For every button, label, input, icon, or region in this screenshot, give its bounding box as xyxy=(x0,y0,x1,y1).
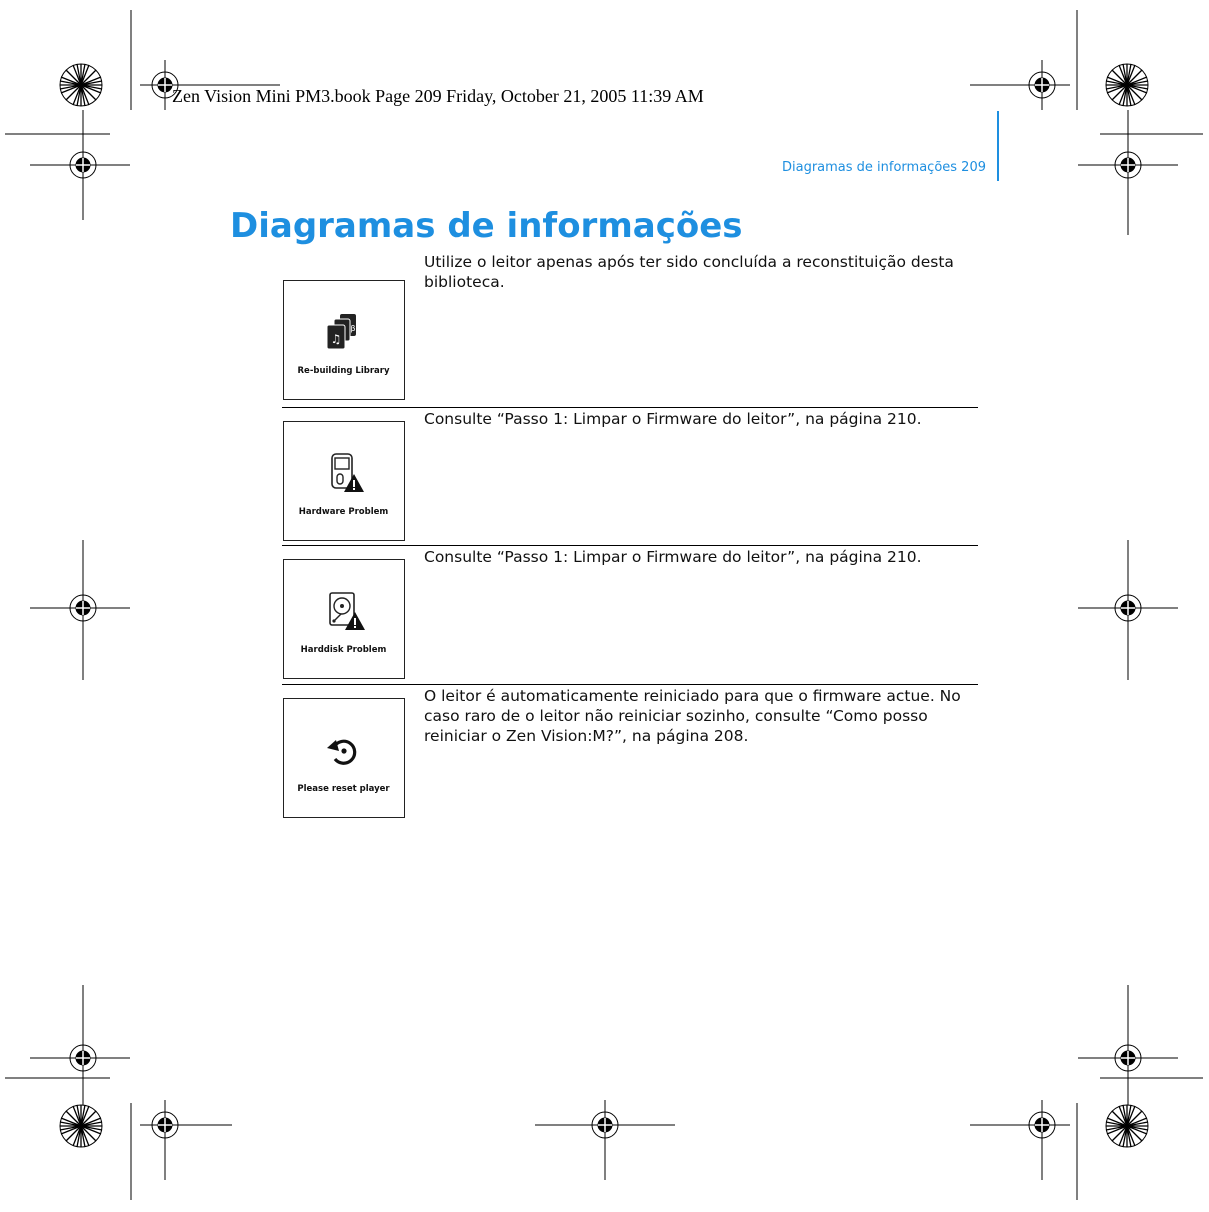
registration-mark-right-middle xyxy=(1078,540,1178,680)
player-warning-icon xyxy=(284,452,404,496)
screen-caption: Harddisk Problem xyxy=(300,645,387,655)
screen-caption: Hardware Problem xyxy=(298,507,389,517)
starburst-mark-top-right xyxy=(1105,63,1149,107)
entry-divider xyxy=(282,545,978,546)
registration-mark-right-lower xyxy=(1078,985,1178,1115)
reset-icon xyxy=(284,729,404,773)
registration-mark-left-upper xyxy=(30,110,130,220)
entry-description: Consulte “Passo 1: Limpar o Firmware do leitor”, na página 210. xyxy=(424,548,922,566)
registration-mark-top-right xyxy=(930,60,1070,110)
entry-divider xyxy=(282,407,978,408)
screen-caption: Please reset player xyxy=(297,784,390,794)
starburst-mark-top-left xyxy=(59,63,103,107)
running-head-rule xyxy=(997,111,999,181)
registration-mark-left-lower xyxy=(30,985,130,1115)
screen-image xyxy=(283,559,405,679)
registration-mark-right-upper xyxy=(1078,110,1178,235)
registration-mark-bottom-right xyxy=(970,1100,1090,1180)
entry-description: O leitor é automaticamente reiniciado para que o firmware actue. No caso raro de o leitor não reiniciar sozinho, consulte “Como posso reiniciar o Zen Vision:M?”, na página 208. xyxy=(424,687,961,745)
svg-text:♫: ♫ xyxy=(330,332,342,346)
running-head: Diagramas de informações 209 xyxy=(781,160,986,175)
registration-mark-bottom-left xyxy=(140,1100,250,1180)
registration-mark-left-middle xyxy=(30,540,130,680)
registration-mark-bottom-center xyxy=(535,1100,675,1180)
screen-image xyxy=(283,698,405,818)
screen-caption: Re-building Library xyxy=(297,366,390,376)
entry-divider xyxy=(282,684,978,685)
svg-text:β: β xyxy=(350,324,356,333)
entry-description: Consulte “Passo 1: Limpar o Firmware do leitor”, na página 210. xyxy=(424,410,922,428)
screen-image xyxy=(283,280,405,400)
slug-line: Zen Vision Mini PM3.book Page 209 Friday, October 21, 2005 11:39 AM xyxy=(172,86,704,106)
starburst-mark-bottom-left xyxy=(59,1104,103,1148)
page-title: Diagramas de informações xyxy=(230,206,743,246)
screen-image xyxy=(283,421,405,541)
music-library-icon xyxy=(284,311,404,355)
entry-description: Utilize o leitor apenas após ter sido concluída a reconstituição desta biblioteca. xyxy=(424,253,954,291)
starburst-mark-bottom-right xyxy=(1105,1104,1149,1148)
harddisk-warning-icon xyxy=(284,590,404,634)
